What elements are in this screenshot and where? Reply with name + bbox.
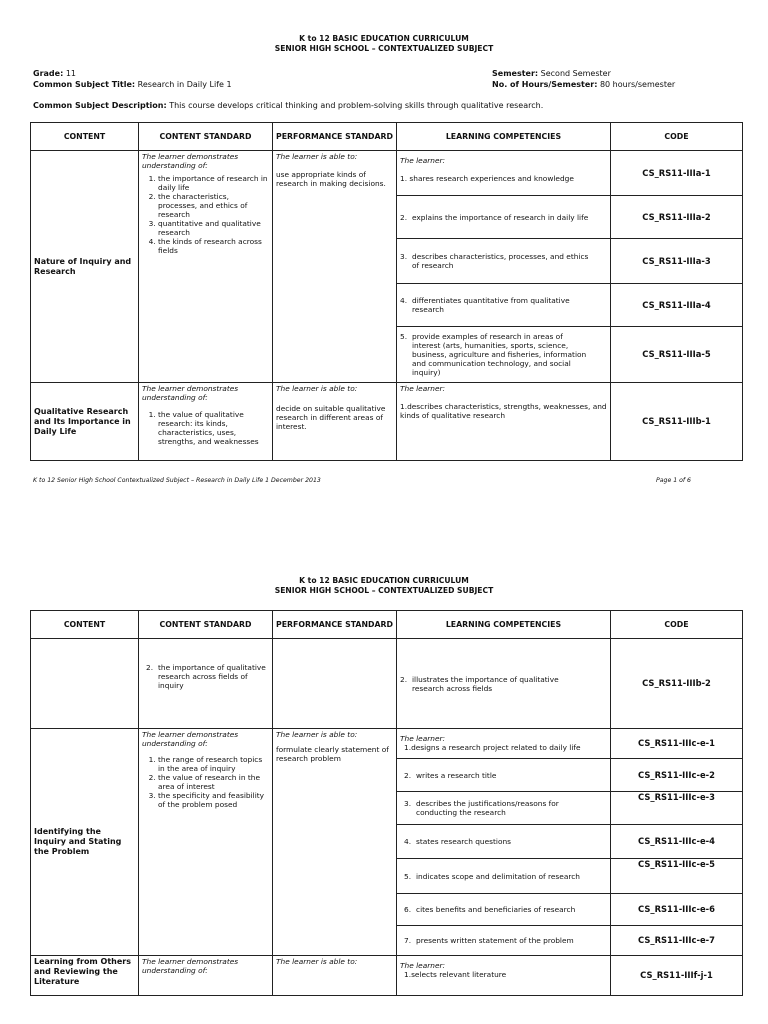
competency-text: cites benefits and beneficiaries of research (416, 905, 576, 914)
competency-cell (397, 759, 611, 792)
list-item: 2. the value of research in the area of interest (158, 773, 269, 791)
content-standard-cell (139, 639, 273, 729)
competency-cell (397, 327, 611, 383)
column-header-code: CODE (611, 123, 743, 151)
column-header-content-standard: CONTENT STANDARD (139, 611, 273, 639)
subject-description-line (33, 100, 543, 111)
code-cell: CS_RS11-IIIc-e-6 (611, 894, 743, 926)
standard-list (142, 174, 269, 255)
competency-text: designs a research project related to daily life (411, 743, 581, 752)
competency-intro: The learner: (400, 734, 446, 743)
performance-intro: The learner is able to: (276, 152, 358, 161)
code-cell: CS_RS11-IIIa-5 (611, 327, 743, 383)
curriculum-header: K to 12 BASIC EDUCATION CURRICULUM (299, 576, 469, 585)
semester-value: Second Semester (540, 69, 611, 78)
curriculum-table (30, 610, 743, 996)
document-page-1 (0, 0, 768, 500)
code-cell: CS_RS11-IIIa-4 (611, 284, 743, 327)
description-label: Common Subject Description: (33, 101, 167, 110)
competency-cell (397, 284, 611, 327)
column-header-content: CONTENT (31, 611, 139, 639)
subject-title-label: Common Subject Title: (33, 80, 136, 89)
competency-number: 1. (400, 402, 408, 411)
competency-text: differentiates quantitative from qualitative research (412, 296, 570, 314)
standard-intro: The learner demonstrates understanding of: (142, 730, 239, 748)
competency-number: 4. (400, 296, 408, 305)
competency-number: 7. (404, 936, 412, 945)
column-header-performance-standard: PERFORMANCE STANDARD (273, 611, 397, 639)
list-item: 3. quantitative and qualitative research (158, 219, 269, 237)
competency-number: 1. (404, 970, 412, 979)
competency-cell (397, 956, 611, 996)
table-row (31, 956, 743, 996)
competency-number: 6. (404, 905, 412, 914)
competency-cell (397, 729, 611, 759)
performance-intro: The learner is able to: (276, 957, 358, 966)
content-cell: Qualitative Research and Its Importance in Daily Life (31, 383, 139, 461)
code-cell: CS_RS11-IIIc-e-2 (611, 759, 743, 792)
competency-number: 3. (400, 252, 408, 261)
curriculum-header: K to 12 BASIC EDUCATION CURRICULUM (299, 34, 469, 43)
column-header-content: CONTENT (31, 123, 139, 151)
code-cell: CS_RS11-IIIb-1 (611, 383, 743, 461)
content-standard-cell (139, 729, 273, 956)
competency-text: selects relevant literature (411, 970, 507, 979)
semester-line (492, 68, 611, 79)
table-row (31, 383, 743, 461)
semester-label: Semester: (492, 69, 539, 78)
content-cell: Learning from Others and Reviewing the Literature (31, 956, 139, 996)
competency-cell (397, 239, 611, 284)
competency-text: describes characteristics, strengths, weaknesses, and kinds of qualitative research (400, 402, 607, 420)
content-cell (31, 639, 139, 729)
code-cell: CS_RS11-IIIa-1 (611, 151, 743, 196)
column-header-learning-competencies: LEARNING COMPETENCIES (397, 123, 611, 151)
competency-text: illustrates the importance of qualitative research across fields (412, 674, 559, 693)
hours-label: No. of Hours/Semester: (492, 80, 598, 89)
competency-cell (397, 196, 611, 239)
competency-text: presents written statement of the problem (416, 936, 574, 945)
competency-item (400, 174, 607, 183)
curriculum-subheader: SENIOR HIGH SCHOOL – CONTEXTUALIZED SUBJECT (274, 44, 494, 53)
code-cell: CS_RS11-IIIa-2 (611, 196, 743, 239)
content-cell: Nature of Inquiry and Research (31, 151, 139, 383)
competency-number: 4. (404, 837, 412, 846)
competency-item (400, 402, 607, 420)
competency-cell (397, 859, 611, 894)
competency-intro: The learner: (400, 384, 446, 393)
list-item: 3. the specificity and feasibility of the problem posed (158, 791, 269, 809)
code-cell: CS_RS11-IIIf-j-1 (611, 956, 743, 996)
column-header-performance-standard: PERFORMANCE STANDARD (273, 123, 397, 151)
competency-item (400, 970, 607, 979)
hours-value: 80 hours/semester (599, 80, 676, 89)
competency-text: describes the justifications/reasons for conducting the research (416, 799, 559, 817)
competency-cell (397, 792, 611, 825)
curriculum-subheader: SENIOR HIGH SCHOOL – CONTEXTUALIZED SUBJECT (274, 586, 494, 595)
column-header-code: CODE (611, 611, 743, 639)
competency-number: 5. (400, 332, 408, 341)
competency-text: indicates scope and delimitation of research (416, 871, 580, 881)
description-value: This course develops critical thinking and problem-solving skills through qualitative research. (169, 101, 544, 110)
code-cell: CS_RS11-IIIc-e-7 (611, 926, 743, 956)
standard-text: the importance of qualitative research across fields of inquiry (158, 663, 266, 690)
competency-text: explains the importance of research in daily life (412, 212, 589, 222)
performance-standard-cell (273, 639, 397, 729)
code-cell: CS_RS11-IIIc-e-5 (611, 859, 743, 894)
competency-number: 2. (404, 770, 412, 780)
subject-title-line (33, 79, 232, 90)
competency-intro: The learner: (400, 961, 446, 970)
competency-text: shares research experiences and knowledge (409, 174, 574, 183)
competency-number: 1. (400, 174, 408, 183)
competency-intro: The learner: (400, 156, 446, 165)
competency-cell (397, 894, 611, 926)
table-header-row (31, 611, 743, 639)
page-footer-left: K to 12 Senior High School Contextualized Subject – Research in Daily Life 1 December 2013 (33, 477, 321, 484)
competency-cell (397, 926, 611, 956)
hours-line (492, 79, 675, 90)
standard-list (142, 755, 269, 809)
content-standard-cell (139, 383, 273, 461)
standard-intro: The learner demonstrates understanding of: (142, 152, 239, 170)
standard-item (142, 663, 269, 690)
performance-text: decide on suitable qualitative research in different areas of interest. (276, 404, 386, 431)
performance-intro: The learner is able to: (276, 730, 358, 739)
performance-standard-cell (273, 956, 397, 996)
list-item: 2. the characteristics, processes, and ethics of research (158, 192, 269, 219)
competency-number: 3. (404, 799, 412, 808)
standard-intro: The learner demonstrates understanding of: (142, 957, 239, 975)
grade-line (33, 68, 76, 79)
competency-number: 1. (404, 743, 412, 752)
table-header-row (31, 123, 743, 151)
grade-label: Grade: (33, 69, 64, 78)
competency-text: describes characteristics, processes, and ethics of research (412, 252, 589, 270)
page-number: Page 1 of 6 (656, 477, 691, 484)
competency-number: 2. (400, 674, 408, 684)
list-item: 1. the range of research topics in the area of inquiry (158, 755, 269, 773)
column-header-content-standard: CONTENT STANDARD (139, 123, 273, 151)
competency-cell (397, 151, 611, 196)
content-cell: Identifying the Inquiry and Stating the Problem (31, 729, 139, 956)
competency-cell (397, 383, 611, 461)
table-row (31, 151, 743, 196)
list-item: 1. the value of qualitative research: its kinds, characteristics, uses, strengths, and weaknesses (158, 410, 269, 446)
competency-number: 5. (404, 871, 412, 881)
content-standard-cell (139, 151, 273, 383)
competency-text: writes a research title (416, 770, 497, 780)
subject-title-value: Research in Daily Life 1 (137, 80, 232, 89)
standard-intro: The learner demonstrates understanding of: (142, 384, 239, 402)
code-cell: CS_RS11-IIIc-e-1 (611, 729, 743, 759)
table-row (31, 729, 743, 759)
standard-list (142, 410, 269, 446)
performance-intro: The learner is able to: (276, 384, 358, 393)
performance-text: formulate clearly statement of research problem (276, 745, 389, 763)
competency-text: states research questions (416, 837, 512, 846)
document-page-2 (0, 548, 768, 1024)
standard-number: 2. (146, 663, 154, 672)
content-standard-cell (139, 956, 273, 996)
competency-cell (397, 639, 611, 729)
performance-standard-cell (273, 383, 397, 461)
list-item: 1. the importance of research in daily life (158, 174, 269, 192)
code-cell: CS_RS11-IIIb-2 (611, 639, 743, 729)
list-item: 4. the kinds of research across fields (158, 237, 269, 255)
code-cell: CS_RS11-IIIa-3 (611, 239, 743, 284)
code-cell: CS_RS11-IIIc-e-3 (611, 792, 743, 825)
curriculum-table (30, 122, 743, 461)
competency-cell (397, 825, 611, 859)
performance-standard-cell (273, 151, 397, 383)
performance-standard-cell (273, 729, 397, 956)
competency-item (400, 743, 607, 752)
competency-text: provide examples of research in areas of interest (arts, humanities, sports, science, business, agriculture and fisheries, information and communication technology, and social inquiry) (412, 332, 587, 377)
grade-value: 11 (65, 69, 76, 78)
table-row (31, 639, 743, 729)
column-header-learning-competencies: LEARNING COMPETENCIES (397, 611, 611, 639)
performance-text: use appropriate kinds of research in making decisions. (276, 170, 386, 188)
competency-number: 2. (400, 212, 408, 222)
code-cell: CS_RS11-IIIc-e-4 (611, 825, 743, 859)
